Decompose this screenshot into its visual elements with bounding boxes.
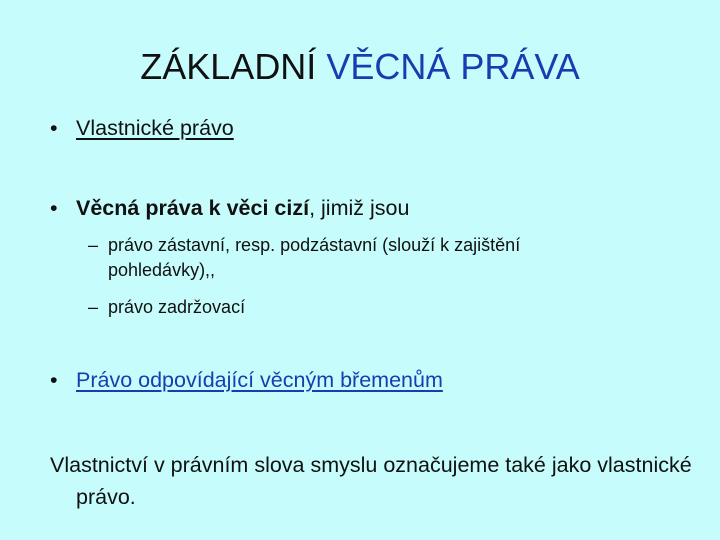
bullet-vecna-bremena: [50, 366, 443, 394]
sub-dash: –: [88, 297, 99, 317]
sub-text-zastavni: právo zástavní, resp. podzástavní (slouží k zajištění pohledávky),,: [108, 235, 521, 280]
bullet-dot: •: [50, 196, 58, 220]
bullet-vecna-prava: [50, 194, 409, 222]
bullet-dot: •: [50, 368, 58, 392]
sub-item-zastavni: [88, 233, 628, 283]
slide-title: [0, 44, 720, 90]
sub-dash: –: [88, 235, 99, 255]
sub-text-zadrzovaci: právo zadržovací: [108, 297, 246, 317]
bullet-text-vecna-prava-bold: Věcná práva k věci cizí: [76, 196, 310, 220]
bullet-vlastnicke-pravo: [50, 114, 234, 142]
title-part-black: ZÁKLADNÍ: [140, 46, 327, 87]
bullet-text-vlastnicke-pravo: Vlastnické právo: [76, 116, 234, 140]
sub-item-zadrzovaci: [88, 295, 628, 320]
closing-paragraph: Vlastnictví v právním slova smyslu označujeme také jako vlastnické právo.: [50, 453, 692, 509]
bullet-text-vecna-prava-rest: , jimiž jsou: [309, 196, 410, 220]
link-vecna-bremena[interactable]: Právo odpovídající věcným břemenům: [76, 368, 443, 392]
bullet-dot: •: [50, 116, 58, 140]
title-part-blue: VĚCNÁ PRÁVA: [326, 46, 580, 87]
